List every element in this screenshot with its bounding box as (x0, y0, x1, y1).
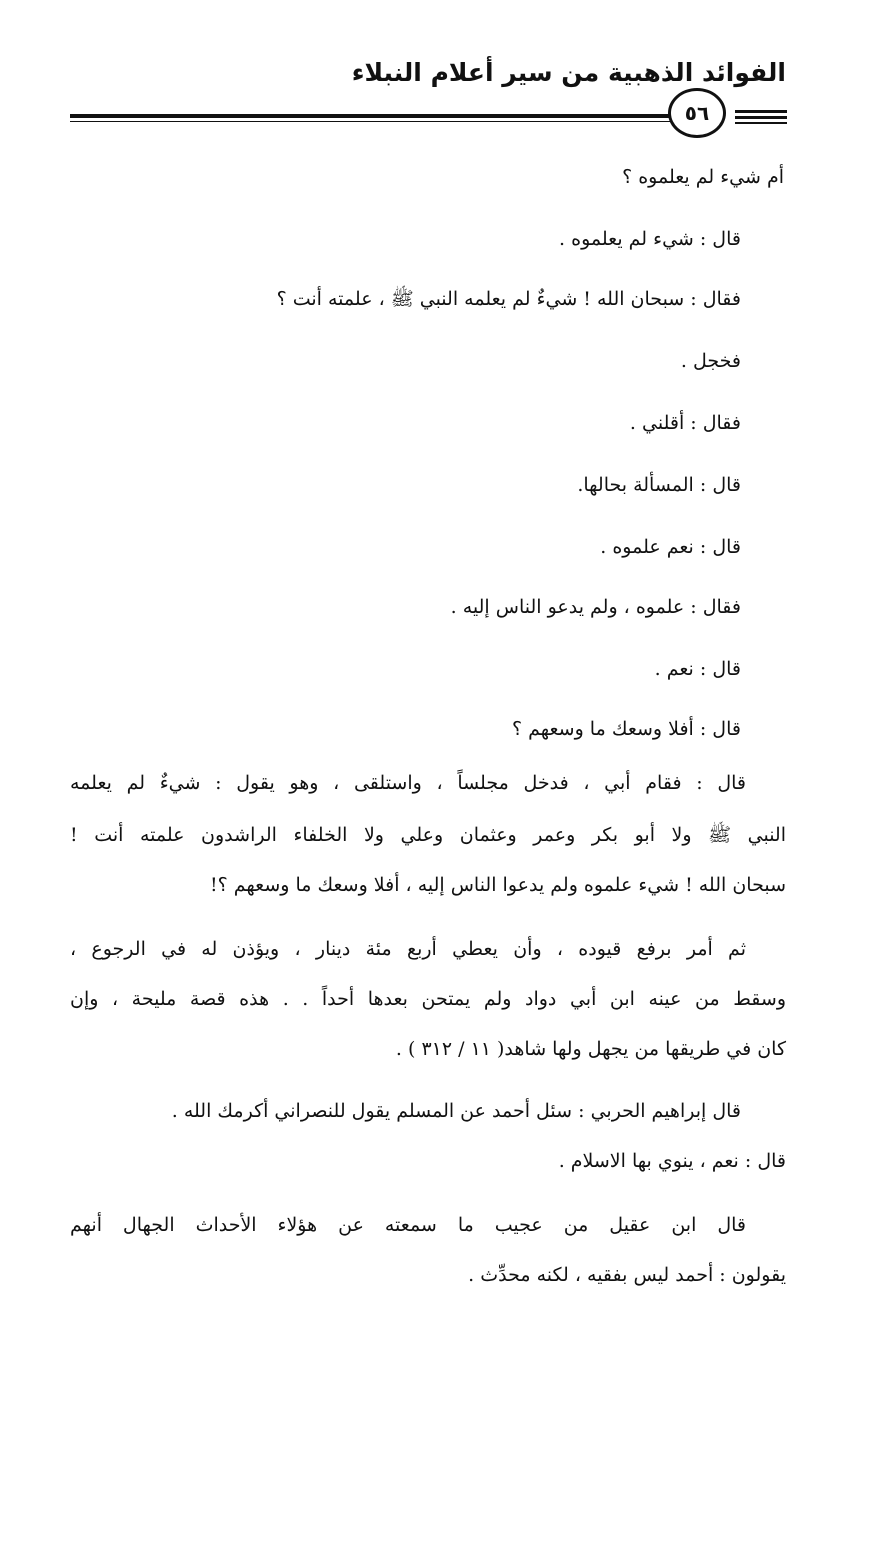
header-rule (70, 114, 670, 118)
text-line: أم شيء لم يعلموه ؟ (622, 166, 784, 188)
text-line: النبي ﷺ ولا أبو بكر وعمر وعثمان وعلي ولا الخلفاء الراشدون علمته أنت ! (70, 824, 786, 846)
text-line: قال : فقام أبي ، فدخل مجلساً ، واستلقى ، وهو يقول : شيءٌ لم يعلمه (70, 772, 746, 794)
header-rule-right (735, 116, 787, 119)
page-number: ٥٦ (668, 88, 726, 138)
text-line: يقولون : أحمد ليس بفقيه ، لكنه محدِّث . (468, 1264, 786, 1286)
text-line: قال إبراهيم الحربي : سئل أحمد عن المسلم يقول للنصراني أكرمك الله . (171, 1100, 741, 1122)
text-line: قال : نعم ، ينوي بها الاسلام . (558, 1150, 786, 1172)
text-line: قال : أفلا وسعك ما وسعهم ؟ (511, 718, 741, 740)
header-rule-right (735, 110, 787, 113)
header-rule-right (735, 122, 787, 124)
text-line: ثم أمر برفع قيوده ، وأن يعطي أربع مئة دينار ، ويؤذن له في الرجوع ، (70, 938, 746, 960)
text-line: سبحان الله ! شيء علموه ولم يدعوا الناس إليه ، أفلا وسعك ما وسعهم ؟! (210, 874, 786, 896)
running-title: الفوائد الذهبية من سير أعلام النبلاء (351, 58, 786, 87)
text-line: فقال : علموه ، ولم يدعو الناس إليه . (450, 596, 741, 618)
text-line: قال : شيء لم يعلموه . (559, 228, 741, 250)
text-line: قال : المسألة بحالها. (577, 474, 741, 496)
text-line: قال ابن عقيل من عجيب ما سمعته عن هؤلاء الأحداث الجهال أنهم (70, 1214, 746, 1236)
text-line: كان في طريقها من يجهل ولها شاهد( ١١ / ٣١٢ ) . (395, 1038, 786, 1060)
text-line: قال : نعم . (654, 658, 741, 680)
header-rule-thin (70, 121, 670, 122)
text-line: وسقط من عينه ابن أبي دواد ولم يمتحن بعدها أحداً . . هذه قصة مليحة ، وإن (70, 988, 786, 1010)
text-line: قال : نعم علموه . (600, 536, 741, 558)
text-line: فقال : أقلني . (629, 412, 741, 434)
text-line: فقال : سبحان الله ! شيءٌ لم يعلمه النبي ﷺ ، علمته أنت ؟ (276, 288, 741, 310)
text-line: فخجل . (680, 350, 741, 372)
